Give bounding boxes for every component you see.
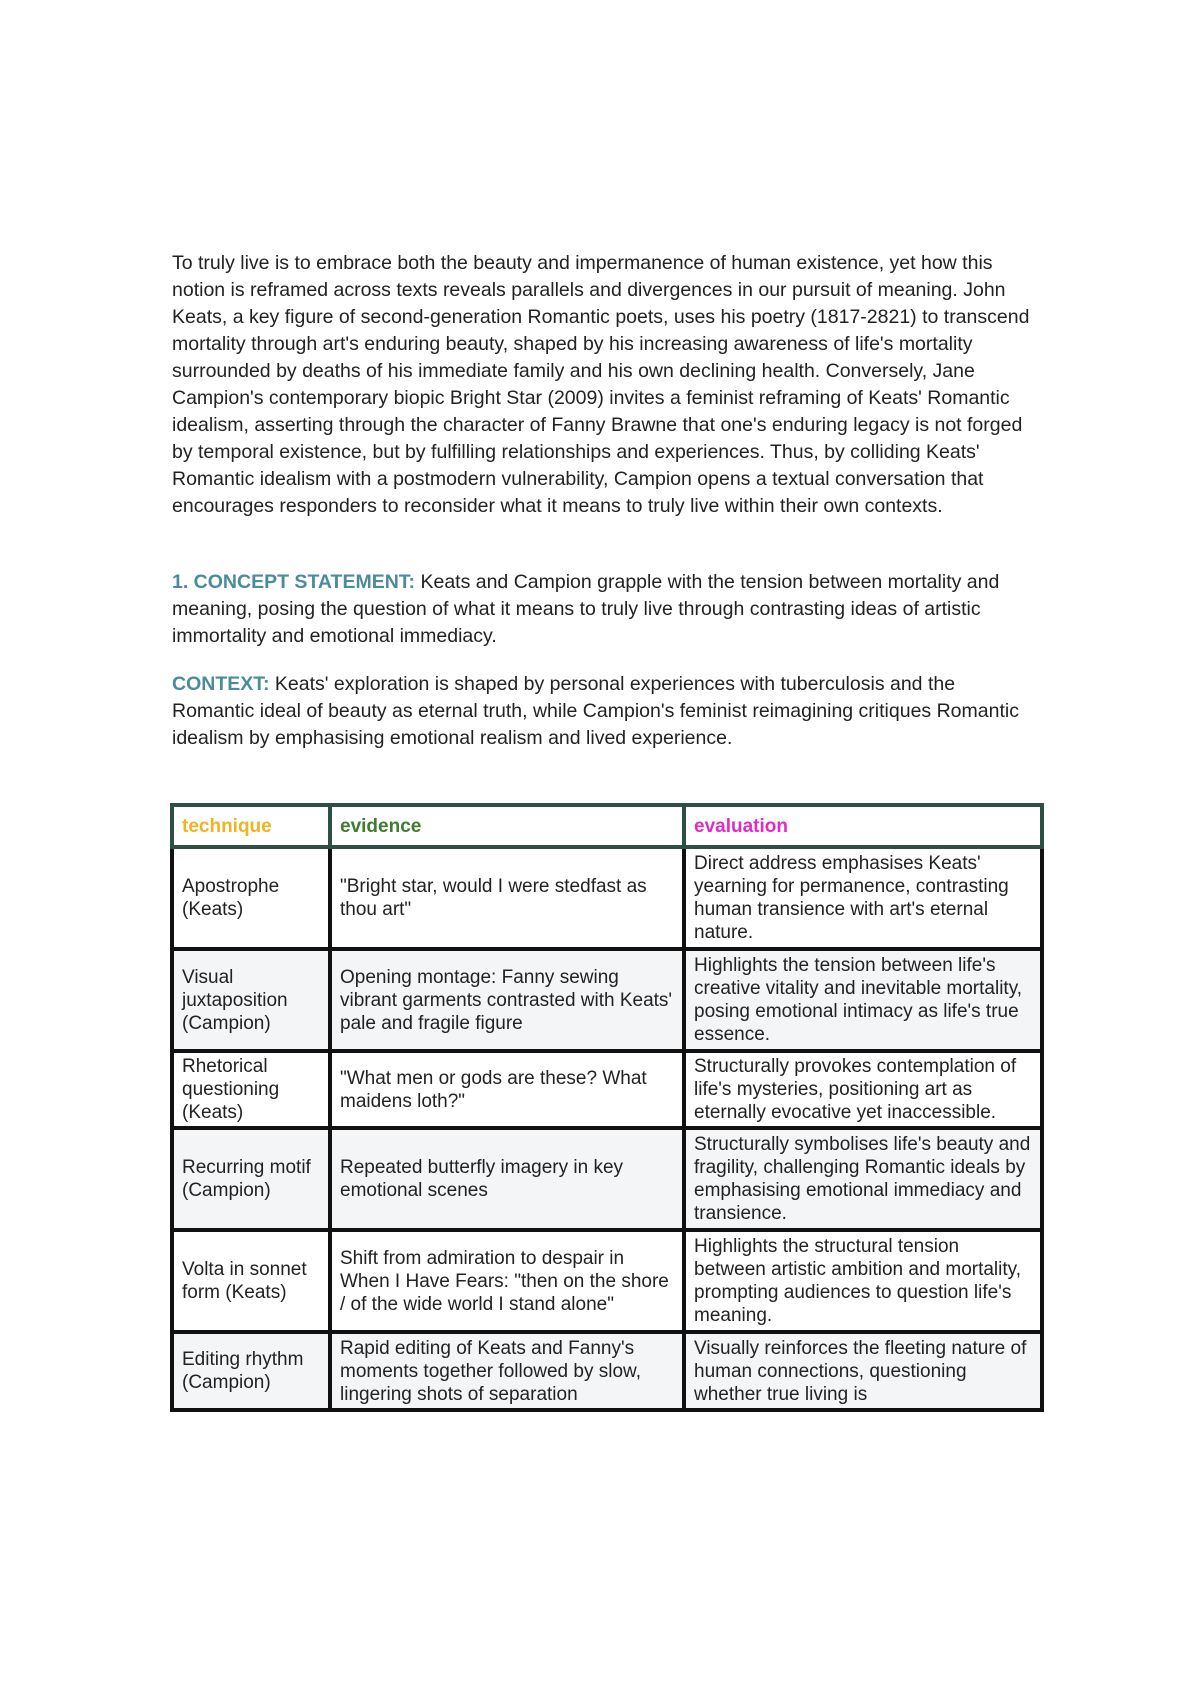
table-row <box>172 949 1042 1051</box>
context-text: Keats' exploration is shaped by personal experiences with tuberculosis and the Romantic ideal of beauty as eternal truth, while Campion's feminist reimagining critiques Romantic idealism by emphasising emotional realism and lived experience. <box>172 673 1019 749</box>
cell-technique: Editing rhythm (Campion) <box>172 1332 330 1410</box>
table-header-row <box>172 805 1042 847</box>
table-row <box>172 847 1042 949</box>
concept-text: Keats and Campion grapple with the tension between mortality and meaning, posing the question of what it means to truly live through contrasting ideas of artistic immortality and emotional immediacy. <box>172 571 1000 647</box>
table-row <box>172 1230 1042 1332</box>
table-row <box>172 1332 1042 1410</box>
cell-technique: Recurring motif (Campion) <box>172 1128 330 1230</box>
concept-label: 1. CONCEPT STATEMENT: <box>172 571 416 593</box>
cell-evaluation-text: Visually reinforces the fleeting nature of human connections, questioning whether true living is <box>694 1337 1027 1405</box>
cell-evidence: "What men or gods are these? What maidens loth?" <box>330 1051 684 1128</box>
table-row <box>172 1128 1042 1230</box>
cell-evaluation: Structurally symbolises life's beauty and fragility, challenging Romantic ideals by emphasising emotional immediacy and transience. <box>684 1128 1042 1230</box>
cell-evidence: Repeated butterfly imagery in key emotional scenes <box>330 1128 684 1230</box>
cell-evidence: Opening montage: Fanny sewing vibrant garments contrasted with Keats' pale and fragile figure <box>330 949 684 1051</box>
document-page <box>172 250 1042 752</box>
analysis-table <box>170 803 1044 1412</box>
cell-evaluation: Direct address emphasises Keats' yearning for permanence, contrasting human transience with art's eternal nature. <box>684 847 1042 949</box>
header-technique: technique <box>172 805 330 847</box>
header-evaluation: evaluation <box>684 805 1042 847</box>
intro-paragraph: To truly live is to embrace both the beauty and impermanence of human existence, yet how this notion is reframed across texts reveals parallels and divergences in our pursuit of meaning. John Keats, a key figure of second-generation Romantic poets, uses his poetry (1817-2821) to transcend mortality through art's enduring beauty, shaped by his increasing awareness of life's mortality surrounded by deaths of his immediate family and his own declining health. Conversely, Jane Campion's contemporary biopic Bright Star (2009) invites a feminist reframing of Keats' Romantic idealism, asserting through the character of Fanny Brawne that one's enduring legacy is not forged by temporal existence, but by fulfilling relationships and experiences. Thus, by colliding Keats' Romantic idealism with a postmodern vulnerability, Campion opens a textual conversation that encourages responders to reconsider what it means to truly live within their own contexts. <box>172 252 1030 517</box>
header-evidence: evidence <box>330 805 684 847</box>
cell-technique: Rhetorical questioning (Keats) <box>172 1051 330 1128</box>
cell-evidence: Rapid editing of Keats and Fanny's moments together followed by slow, lingering shots of separation <box>330 1332 684 1410</box>
cell-technique: Apostrophe (Keats) <box>172 847 330 949</box>
cell-evaluation: Highlights the structural tension between artistic ambition and mortality, prompting audiences to question life's meaning. <box>684 1230 1042 1332</box>
context-statement <box>172 671 1042 752</box>
cell-evaluation: Structurally provokes contemplation of life's mysteries, positioning art as eternally evocative yet inaccessible. <box>684 1051 1042 1128</box>
cell-evidence: "Bright star, would I were stedfast as thou art" <box>330 847 684 949</box>
cell-technique: Visual juxtaposition (Campion) <box>172 949 330 1051</box>
concept-statement <box>172 569 1042 650</box>
cell-evaluation: Highlights the tension between life's creative vitality and inevitable mortality, posing emotional intimacy as life's true essence. <box>684 949 1042 1051</box>
cell-technique: Volta in sonnet form (Keats) <box>172 1230 330 1332</box>
cell-evidence: Shift from admiration to despair in When I Have Fears: "then on the shore / of the wide world I stand alone" <box>330 1230 684 1332</box>
table-row <box>172 1051 1042 1128</box>
context-label: CONTEXT: <box>172 673 270 695</box>
cell-evaluation <box>684 1332 1042 1410</box>
